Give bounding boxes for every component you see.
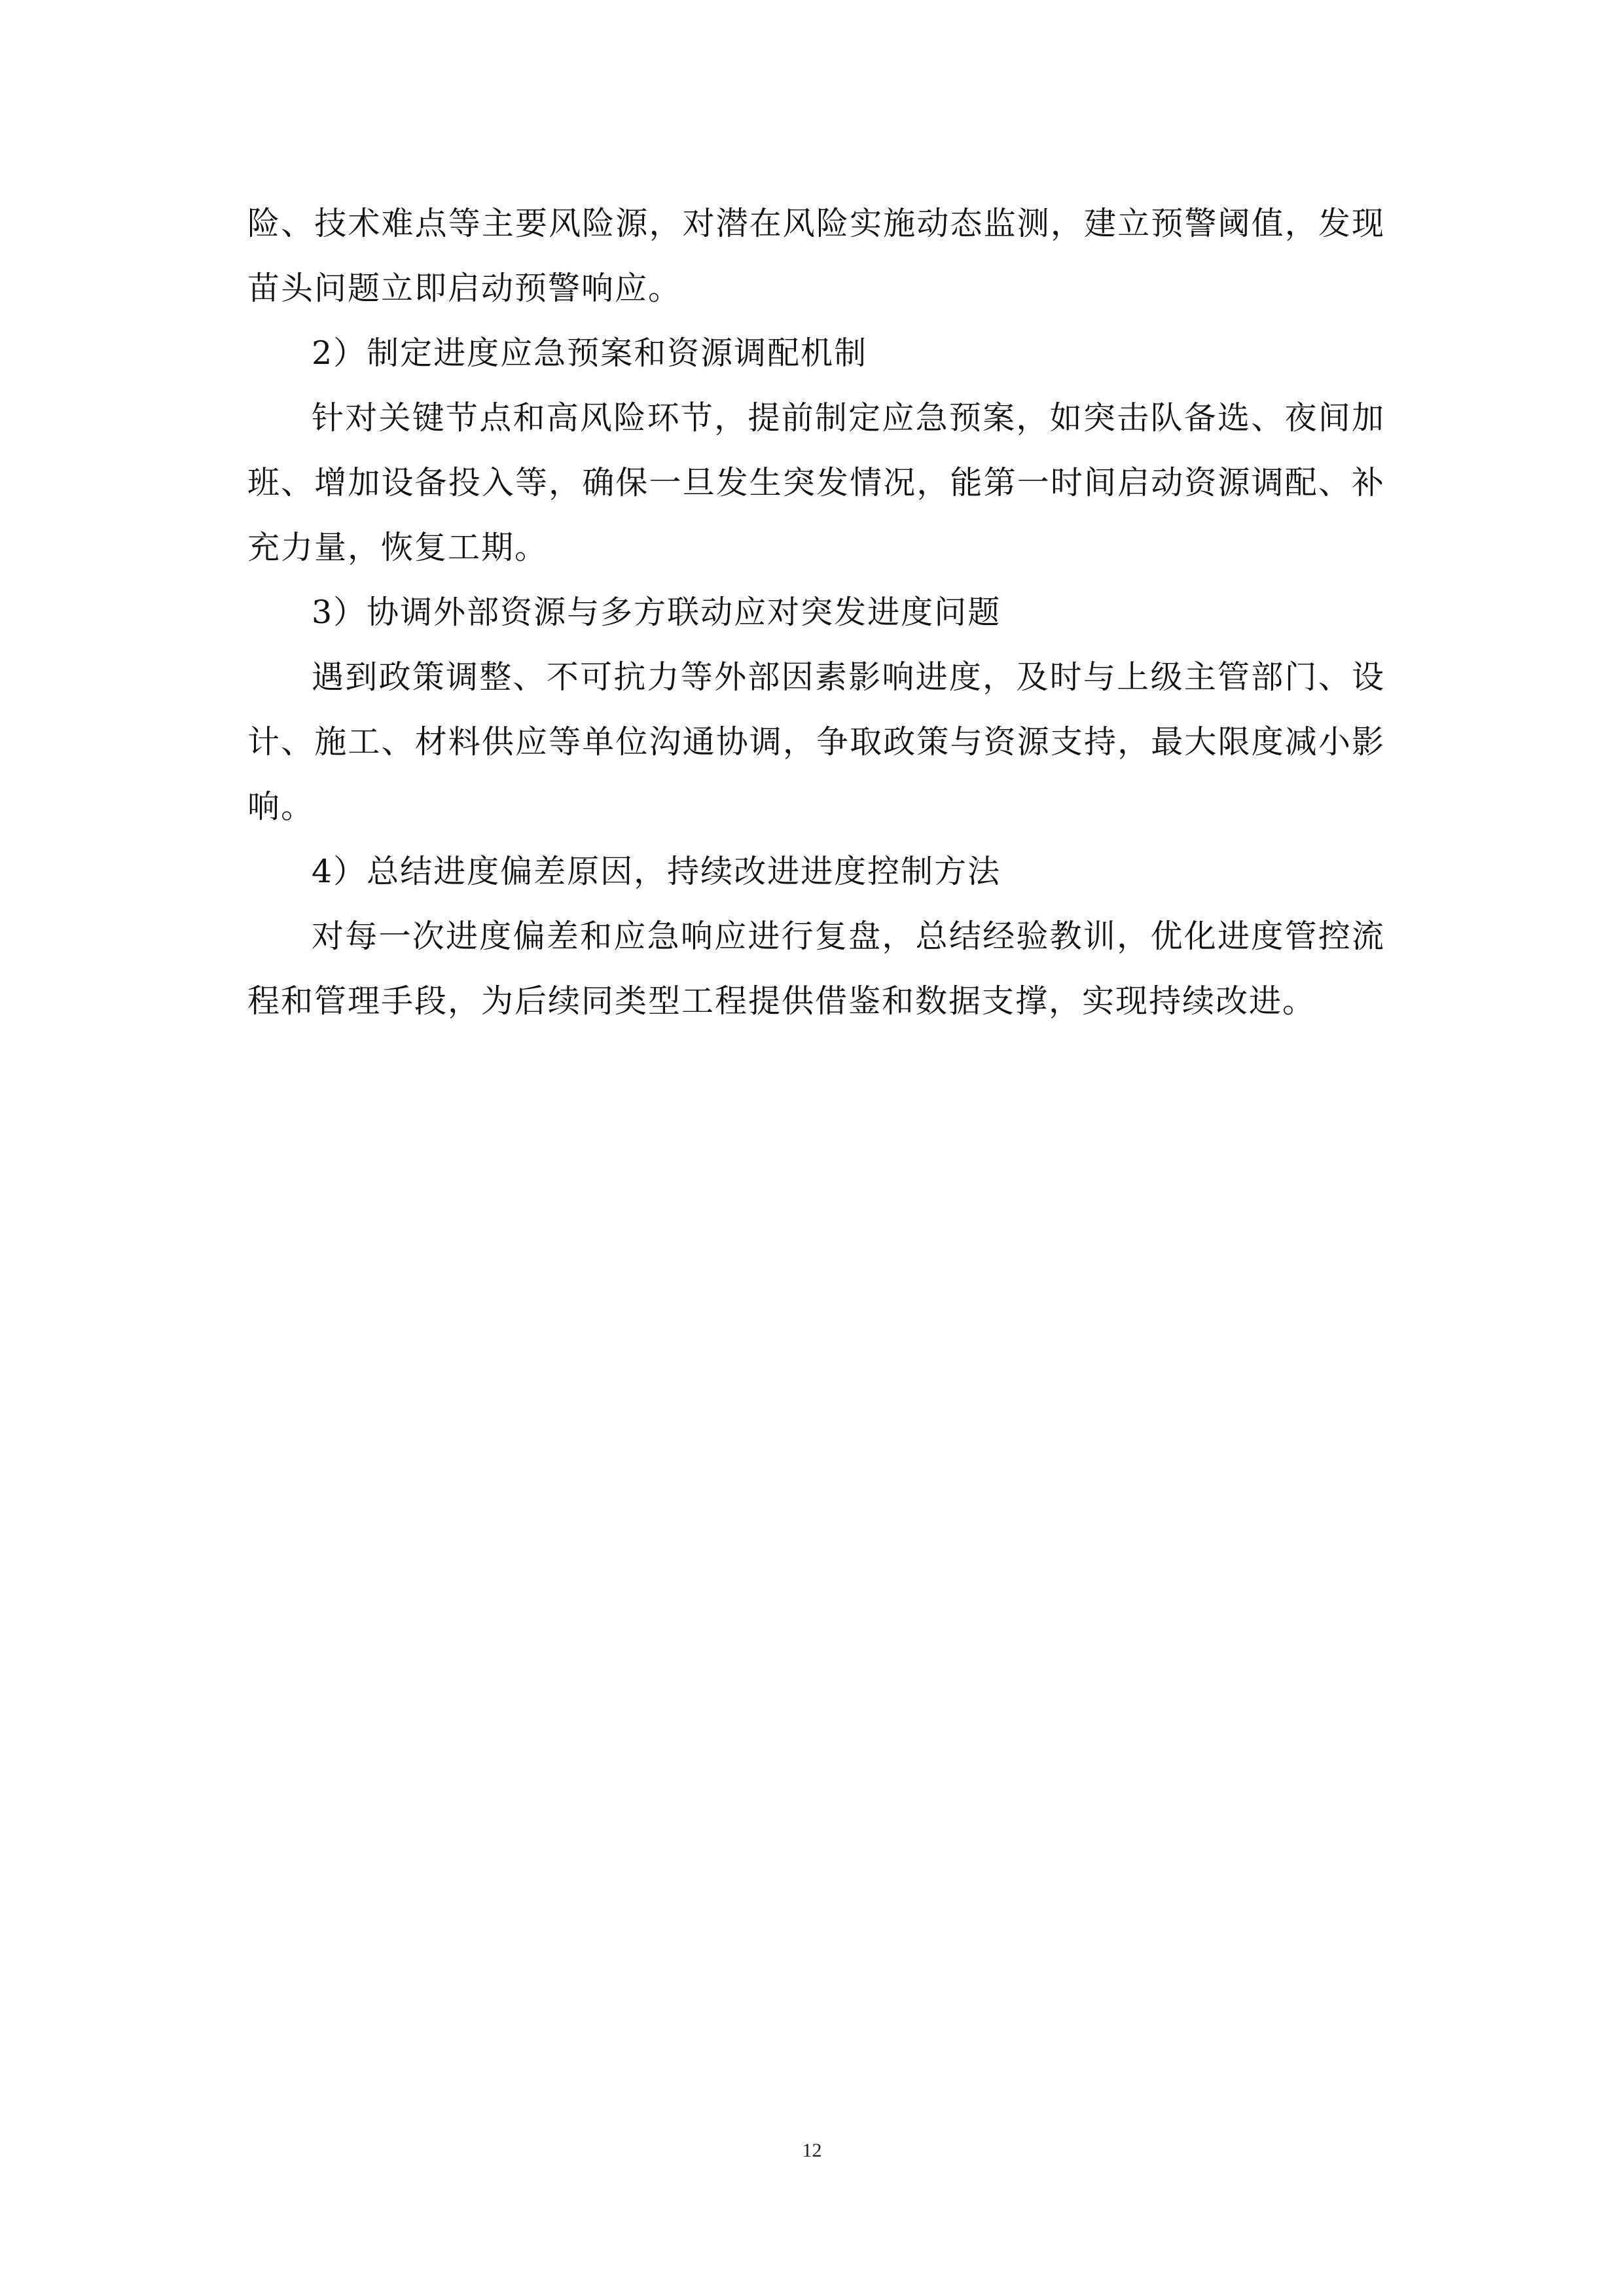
document-body: [247, 191, 1385, 1033]
paragraph-external-coordination: 遇到政策调整、不可抗力等外部因素影响进度，及时与上级主管部门、设计、施工、材料供应等单位沟通协调，争取政策与资源支持，最大限度减小影响。: [247, 658, 1385, 825]
section-heading-3: 3）协调外部资源与多方联动应对突发进度问题: [312, 594, 1001, 631]
paragraph-continuation: 险、技术难点等主要风险源，对潜在风险实施动态监测，建立预警阈值，发现苗头问题立即启动预警响应。: [247, 205, 1385, 307]
page-number: 12: [802, 2140, 822, 2161]
paragraph-emergency-plan: 针对关键节点和高风险环节，提前制定应急预案，如突击队备选、夜间加班、增加设备投入等，确保一旦发生突发情况，能第一时间启动资源调配、补充力量，恢复工期。: [247, 399, 1385, 566]
section-heading-2: 2）制定进度应急预案和资源调配机制: [312, 334, 868, 372]
section-heading-4: 4）总结进度偏差原因，持续改进进度控制方法: [312, 853, 1001, 890]
paragraph-continuous-improvement: 对每一次进度偏差和应急响应进行复盘，总结经验教训，优化进度管控流程和管理手段，为后续同类型工程提供借鉴和数据支撑，实现持续改进。: [247, 918, 1385, 1020]
